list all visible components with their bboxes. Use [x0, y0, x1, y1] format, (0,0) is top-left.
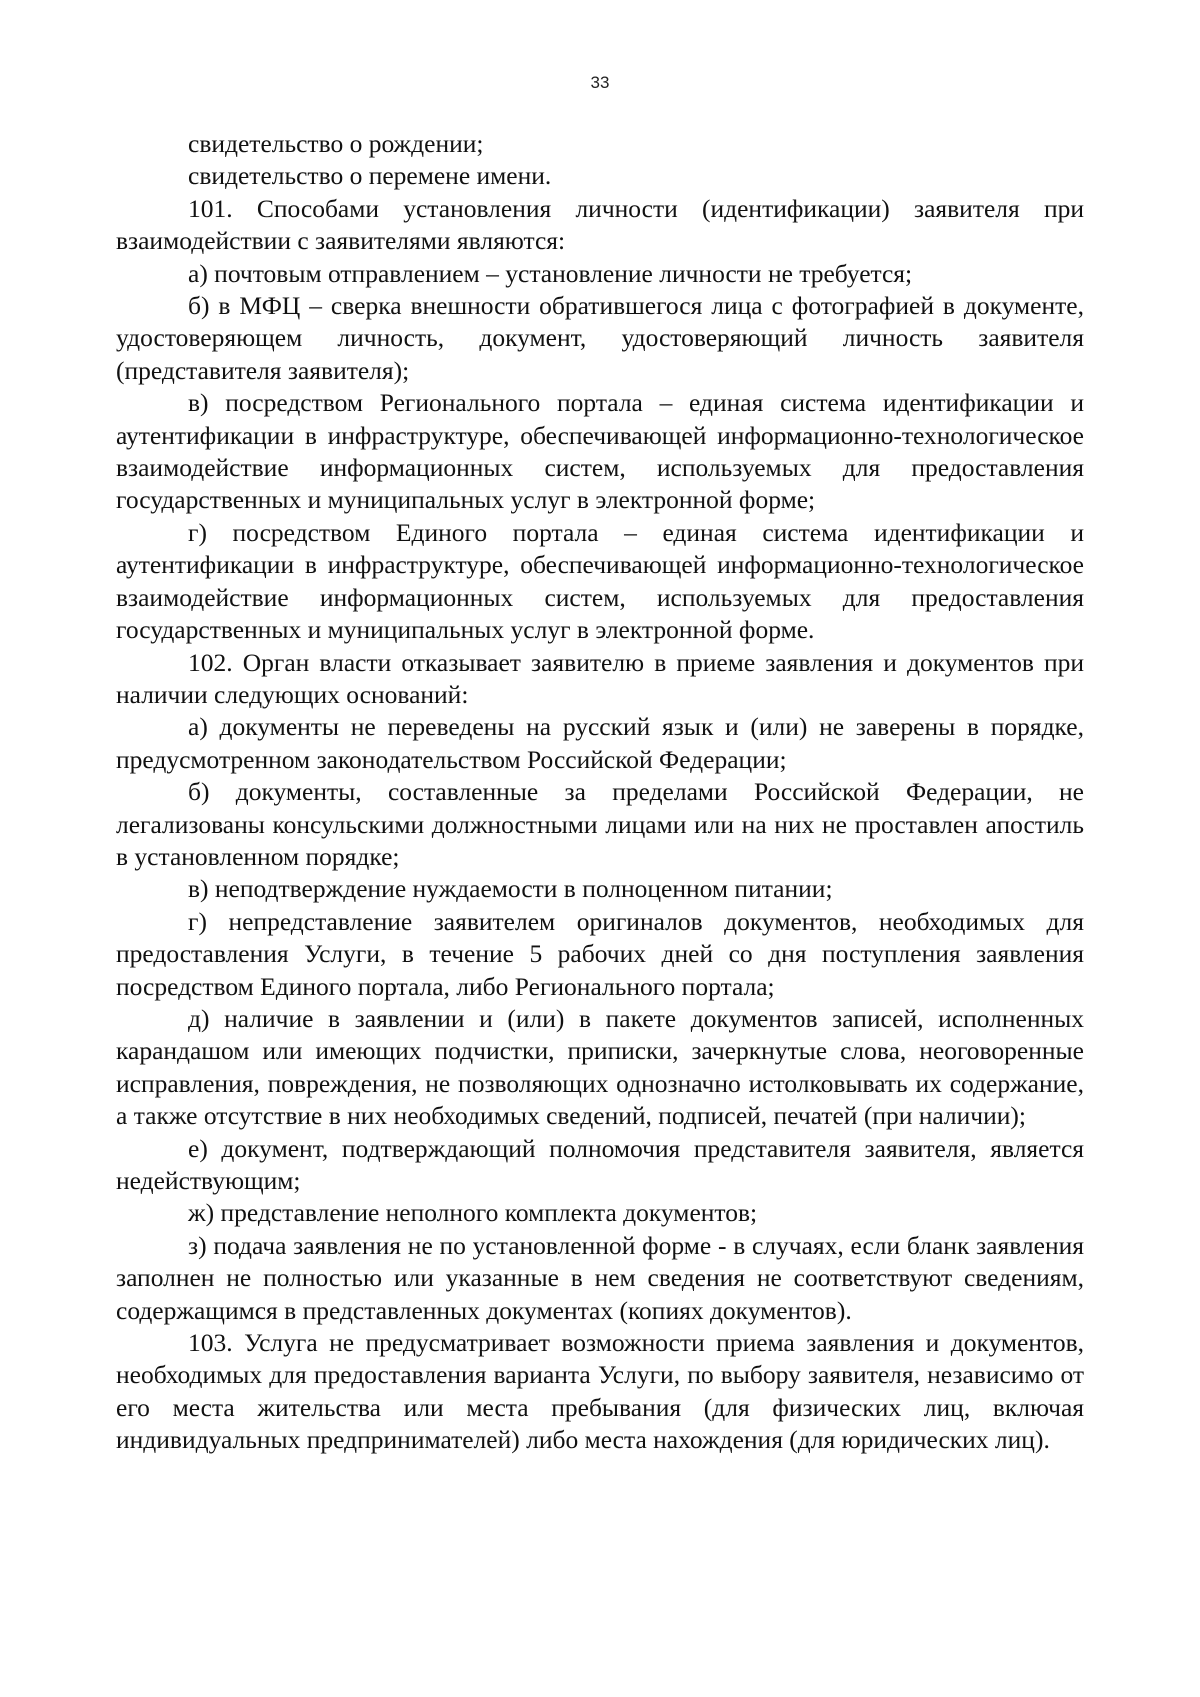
paragraph-birth-certificate: свидетельство о рождении; — [188, 129, 484, 158]
paragraph-101-g: г) посредством Единого портала – единая система идентификации и аутентификации в инфраструктуре, обеспечивающей информационно-технологическое взаимодействие информационных систем, используемых для предоставления государственных и муниципальных услуг в электронной форме. — [116, 517, 1084, 645]
paragraph-103: 103. Услуга не предусматривает возможности приема заявления и документов, необходимых для предоставления варианта Услуги, по выбору заявителя, независимо от его места жительства или места пребывания (для физических лиц, включая индивидуальных предпринимателей) либо места нахождения (для юридических лиц). — [116, 1328, 1084, 1455]
paragraph-name-change-certificate: свидетельство о перемене имени. — [188, 161, 552, 191]
document-body — [116, 128, 1084, 1457]
paragraph-102-z: з) подача заявления не по установленной форме - в случаях, если бланк заявления заполнен не полностью или указанные в нем сведения не соответствуют сведениям, содержащимся в представленных документах (копиях документов). — [116, 1230, 1084, 1325]
paragraph-102-d: д) наличие в заявлении и (или) в пакете документов записей, исполненных карандашом или имеющих подчистки, приписки, зачеркнутые слова, неоговоренные исправления, повреждения, не позволяющих однозначно истолковывать их содержание, а также отсутствие в них необходимых сведений, подписей, печатей (при наличии); — [116, 1003, 1084, 1131]
paragraph-102-intro: 102. Орган власти отказывает заявителю в приеме заявления и документов при наличии следующих оснований: — [116, 647, 1084, 709]
paragraph-101-a: а) почтовым отправлением – установление личности не требуется; — [188, 258, 913, 288]
page-number: 33 — [590, 73, 610, 92]
paragraph-101-b: б) в МФЦ – сверка внешности обратившегося лица с фотографией в документе, удостоверяющем личность, документ, удостоверяющий личность заявителя (представителя заявителя); — [116, 291, 1084, 385]
paragraph-101-intro: 101. Способами установления личности (идентификации) заявителя при взаимодействии с заявителями являются: — [116, 193, 1084, 256]
paragraph-102-g: г) непредставление заявителем оригиналов документов, необходимых для предоставления Услуги, в течение 5 рабочих дней со дня поступления заявления посредством Единого портала, либо Регионального портала; — [116, 906, 1084, 1001]
paragraph-102-a: а) документы не переведены на русский язык и (или) не заверены в порядке, предусмотренном законодательством Российской Федерации; — [116, 712, 1084, 774]
paragraph-102-b: б) документы, составленные за пределами Российской Федерации, не легализованы консульскими должностными лицами или на них не проставлен апостиль в установленном порядке; — [116, 777, 1084, 871]
paragraph-101-v: в) посредством Регионального портала – единая система идентификации и аутентификации в инфраструктуре, обеспечивающей информационно-технологическое взаимодействие информационных систем, используемых для предоставления государственных и муниципальных услуг в электронной форме; — [116, 388, 1084, 515]
paragraph-102-e: е) документ, подтверждающий полномочия представителя заявителя, является недействующим; — [116, 1133, 1084, 1195]
paragraph-102-zh: ж) представление неполного комплекта документов; — [188, 1198, 758, 1228]
paragraph-102-v: в) неподтверждение нуждаемости в полноценном питании; — [188, 874, 833, 904]
